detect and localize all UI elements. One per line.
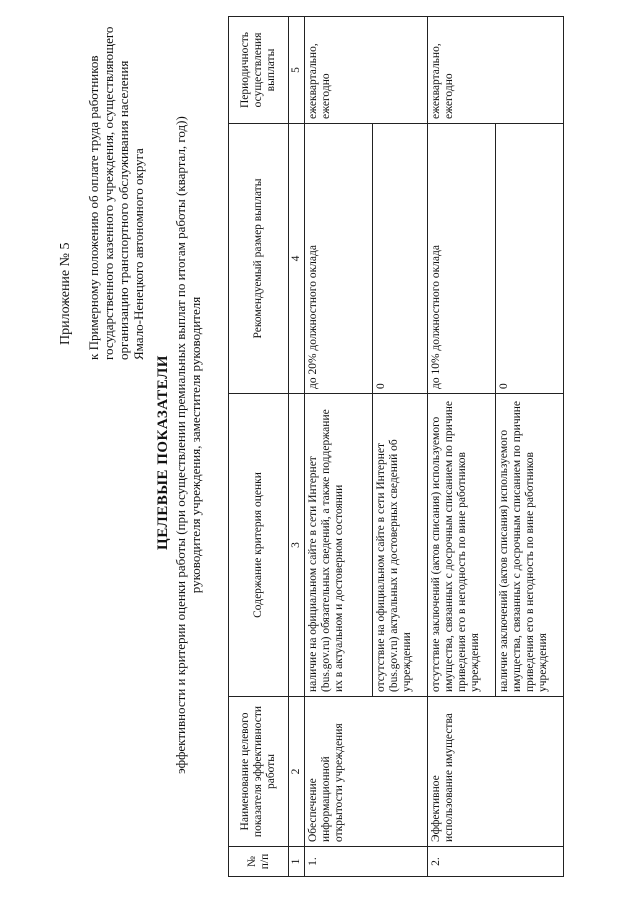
criterion-amount: до 20% должностного оклада (305, 124, 373, 394)
row-number: 1. (305, 847, 428, 877)
document-title: ЦЕЛЕВЫЕ ПОКАЗАТЕЛИ (155, 355, 171, 550)
row-number: 2. (428, 847, 564, 877)
column-number: 3 (289, 394, 305, 697)
criterion-text: наличие заключений (актов списания) используемого имущества, связанных с досрочным списанием по причине приведения его в негодность по вине работников учреждения (496, 394, 564, 697)
table-row (305, 17, 373, 877)
column-number: 1 (289, 847, 305, 877)
column-number: 2 (289, 697, 305, 847)
indicators-table (228, 16, 564, 877)
criterion-text: отсутствие заключений (актов списания) используемого имущества, связанных с досрочным списанием по причине приведения его в негодность по вине работников учреждения (428, 394, 496, 697)
header-amount: Рекомендуемый размер выплаты (229, 124, 289, 394)
header-indicator: Наименование целевого показателя эффективности работы (229, 697, 289, 847)
column-number: 5 (289, 17, 305, 124)
header-criteria: Содержание критерия оценки (229, 394, 289, 697)
header-number: № п/п (229, 847, 289, 877)
annex-reference: к Примерному положению об оплате труда работников государственного казенного учреждения, осуществляющего организацию транспортного обслуживания населения Ямало-Ненецкого автономного округа (86, 26, 146, 360)
annex-title: Приложение № 5 (58, 242, 73, 345)
table-row (428, 17, 496, 877)
criterion-amount: 0 (373, 124, 428, 394)
periodicity: ежеквартально, ежегодно (428, 17, 564, 124)
criterion-amount: 0 (496, 124, 564, 394)
column-number: 4 (289, 124, 305, 394)
table-header-row (229, 17, 289, 877)
indicator-name: Эффективное использование имущества (428, 697, 564, 847)
criterion-text: наличие на официальном сайте в сети Интернет (bus.gov.ru) обязательных сведений, а также поддержание их в актуальном и достоверном состоянии (305, 394, 373, 697)
indicator-name: Обеспечение информационной открытости учреждения (305, 697, 428, 847)
document-subtitle: эффективности и критерии оценки работы (при осуществлении премиальных выплат по итогам работы (квартал, год)) руководителя учреждения, заместителя руководителя (173, 116, 203, 774)
periodicity: ежеквартально, ежегодно (305, 17, 428, 124)
criterion-text: отсутствие на официальном сайте в сети Интернет (bus.gov.ru) актуальных и достоверных сведений об учреждении (373, 394, 428, 697)
column-number-row (289, 17, 305, 877)
header-periodicity: Периодичность осуществления выплаты (229, 17, 289, 124)
criterion-amount: до 10% должностного оклада (428, 124, 496, 394)
